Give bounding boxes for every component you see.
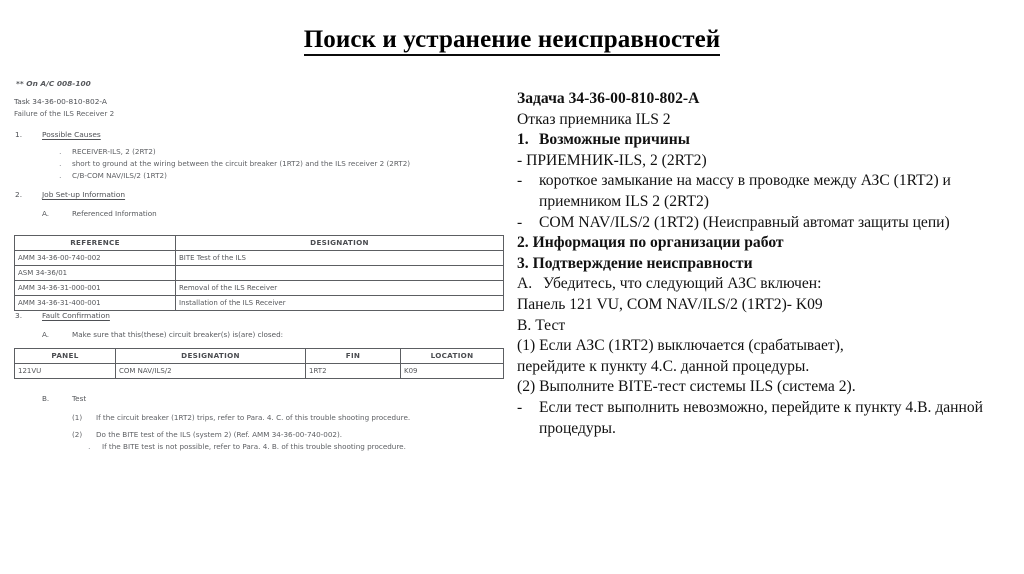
page-title xyxy=(0,25,1024,55)
ru-section-1-number: 1. xyxy=(517,131,529,149)
table-header-row xyxy=(15,236,504,251)
ru-step-1-line-2: перейдите к пункту 4.С. данной процедуры. xyxy=(517,357,810,375)
table-header-row xyxy=(15,349,504,364)
cell-reference: ASM 34-36/01 xyxy=(15,266,176,281)
ru-cause-2-marker: - xyxy=(517,172,523,190)
column-header-panel: PANEL xyxy=(15,349,116,364)
bullet-dot-icon: . xyxy=(59,171,62,180)
cell-reference: AMM 34-36-31-000-001 xyxy=(15,281,176,296)
column-header-location: LOCATION xyxy=(401,349,504,364)
cell-panel: 121VU xyxy=(15,364,116,379)
column-header-reference: REFERENCE xyxy=(15,236,176,251)
cell-reference: AMM 34-36-31-400-001 xyxy=(15,296,176,311)
cell-designation xyxy=(176,266,504,281)
bullet-dot-icon: . xyxy=(59,159,62,168)
table-row xyxy=(15,296,504,311)
ru-section-3a-panel: Панель 121 VU, COM NAV/ILS/2 (1RT2)- K09 xyxy=(517,295,823,313)
section-3b-title: Test xyxy=(72,394,87,403)
cell-fin: 1RT2 xyxy=(306,364,401,379)
ru-task-heading: Задача 34-36-00-810-802-А xyxy=(517,90,700,107)
ru-step-3-text: Если тест выполнить невозможно, перейдите к пункту 4.В. данной процедуры. xyxy=(539,398,984,437)
ru-cause-3-marker: - xyxy=(517,213,523,231)
section-1-bullet-3: C/B-COM NAV/ILS/2 (1RT2) xyxy=(72,171,167,180)
ru-step-1-line-1: (1) Если АЗС (1RT2) выключается (срабатывает), xyxy=(517,337,844,355)
section-2a-letter: A. xyxy=(42,209,50,218)
task-title: Failure of the ILS Receiver 2 xyxy=(14,109,115,118)
step-2-text: Do the BITE test of the ILS (system 2) (Ref. AMM 34-36-00-740-002). xyxy=(96,430,343,439)
section-1-number: 1. xyxy=(15,130,23,139)
bullet-dot-icon: . xyxy=(88,442,91,451)
ru-cause-2-row xyxy=(517,171,1017,212)
cell-location: K09 xyxy=(401,364,504,379)
section-1-heading: Possible Causes xyxy=(42,130,101,139)
ru-step-2: (2) Выполните BITE-тест системы ILS (система 2). xyxy=(517,378,856,396)
step-2-number: (2) xyxy=(72,430,83,439)
table-row xyxy=(15,364,504,379)
step-2-sub-bullet: If the BITE test is not possible, refer to Para. 4. B. of this trouble shooting procedure. xyxy=(102,442,406,451)
step-1-number: (1) xyxy=(72,413,83,422)
ru-step-3-row xyxy=(517,398,1017,439)
ru-section-3a-text: Убедитесь, что следующий АЗС включен: xyxy=(543,275,822,293)
cell-designation: COM NAV/ILS/2 xyxy=(116,364,306,379)
cell-designation: Installation of the ILS Receiver xyxy=(176,296,504,311)
ru-section-2-heading: 2. Информация по организации работ xyxy=(517,234,784,252)
russian-translation-column xyxy=(517,89,1017,439)
column-header-designation: DESIGNATION xyxy=(116,349,306,364)
section-2-number: 2. xyxy=(15,190,23,199)
step-1-text: If the circuit breaker (1RT2) trips, refer to Para. 4. C. of this trouble shooting procedure. xyxy=(96,413,411,422)
section-2-heading: Job Set-up Information xyxy=(42,190,126,199)
section-1-bullet-1: RECEIVER-ILS, 2 (2RT2) xyxy=(72,147,156,156)
scanned-amm-document xyxy=(0,78,512,508)
effectivity-note: ** On A/C 008-100 xyxy=(16,79,91,88)
cell-reference: AMM 34-36-00-740-002 xyxy=(15,251,176,266)
ru-cause-2-text: короткое замыкание на массу в проводке между АЗС (1RT2) и приемником ILS 2 (2RT2) xyxy=(539,172,951,210)
ru-cause-3-text: COM NAV/ILS/2 (1RT2) (Неисправный автомат защиты цепи) xyxy=(539,213,950,231)
ru-cause-3-row xyxy=(517,213,1017,234)
table-row xyxy=(15,266,504,281)
ru-section-3a-row xyxy=(517,274,1017,295)
ru-section-3a-marker: А. xyxy=(517,275,533,293)
circuit-breaker-table xyxy=(14,348,504,379)
section-3-number: 3. xyxy=(15,311,23,320)
ru-section-1-heading: Возможные причины xyxy=(539,131,690,149)
ru-section-3-heading: 3. Подтверждение неисправности xyxy=(517,254,753,272)
section-1-bullet-2: short to ground at the wiring between the circuit breaker (1RT2) and the ILS receiver 2 (2RT2) xyxy=(72,159,411,168)
table-row xyxy=(15,281,504,296)
bullet-dot-icon: . xyxy=(59,147,62,156)
ru-cause-1: - ПРИЕМНИК-ILS, 2 (2RT2) xyxy=(517,151,707,169)
section-3b-letter: B. xyxy=(42,394,50,403)
section-3a-title: Make sure that this(these) circuit breaker(s) is(are) closed: xyxy=(72,330,284,339)
column-header-designation: DESIGNATION xyxy=(176,236,504,251)
referenced-information-table xyxy=(14,235,504,311)
ru-section-3b-heading: В. Тест xyxy=(517,316,566,334)
page-title-text: Поиск и устранение неисправностей xyxy=(304,26,721,56)
ru-section-1-heading-row xyxy=(517,130,1017,151)
column-header-fin: FIN xyxy=(306,349,401,364)
table-row xyxy=(15,251,504,266)
section-2a-title: Referenced Information xyxy=(72,209,157,218)
cell-designation: Removal of the ILS Receiver xyxy=(176,281,504,296)
cell-designation: BITE Test of the ILS xyxy=(176,251,504,266)
section-3-heading: Fault Confirmation xyxy=(42,311,110,320)
task-number: Task 34-36-00-810-802-A xyxy=(14,97,107,106)
section-3a-letter: A. xyxy=(42,330,50,339)
ru-step-3-marker: - xyxy=(517,398,523,416)
ru-task-title: Отказ приемника ILS 2 xyxy=(517,110,671,128)
